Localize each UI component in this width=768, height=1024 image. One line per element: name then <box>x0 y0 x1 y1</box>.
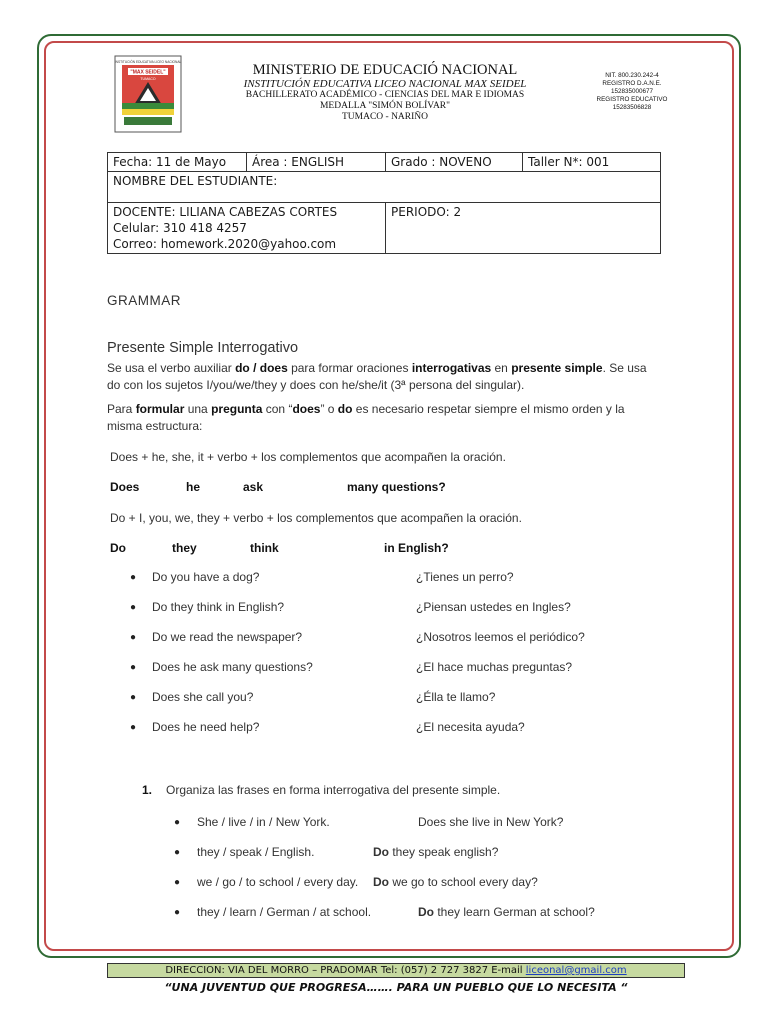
date-cell: Fecha: 11 de Mayo <box>108 153 247 172</box>
paragraph-1: Se usa el verbo auxiliar do / does para formar oraciones interrogativas en presente simple. Se usa do con los sujetos I/you/we/they y does con he/she/it (3ª persona del singular). <box>107 361 647 392</box>
nit: NIT. 800.230.242-4 <box>605 72 659 79</box>
exercise-answer: Does she live in New York? <box>418 815 564 829</box>
example-verb-word: think <box>250 541 279 555</box>
footer-email-link[interactable]: liceonal@gmail.com <box>525 965 627 976</box>
school-logo <box>114 55 182 133</box>
example-english: Do they think in English? <box>152 600 285 614</box>
dane-number: 152835000677 <box>610 88 654 95</box>
program-name: BACHILLERATO ACADÉMICO - CIENCIAS DEL MAR E IDIOMAS <box>245 90 525 100</box>
student-info-table <box>107 152 661 254</box>
exercise-number: 1. <box>142 783 153 797</box>
institution-name: INSTITUCIÓN EDUCATIVA LICEO NACIONAL MAX SEIDEL <box>243 78 527 90</box>
example-spanish: ¿Tienes un perro? <box>416 570 514 584</box>
grade-cell: Grado : NOVENO <box>386 153 523 172</box>
example-spanish: ¿El hace muchas preguntas? <box>416 660 573 674</box>
svg-text:TUMACO: TUMACO <box>140 77 156 81</box>
bullet-icon: ● <box>130 602 137 613</box>
example-english: Do we read the newspaper? <box>152 630 303 644</box>
footer-address: DIRECCION: VIA DEL MORRO – PRADOMAR Tel: (057) 2 727 3827 E-mail <box>165 965 526 976</box>
example-verb-word: ask <box>243 480 264 494</box>
edu-number: 15283506828 <box>612 104 652 111</box>
bullet-icon: ● <box>130 722 137 733</box>
medal-name: MEDALLA "SIMÓN BOLÍVAR" <box>319 101 451 111</box>
bullet-icon: ● <box>130 572 137 583</box>
bullet-icon: ● <box>130 662 137 673</box>
section-heading: GRAMMAR <box>107 293 181 308</box>
location: TUMACO - NARIÑO <box>341 112 429 122</box>
teacher-cell <box>108 203 386 254</box>
example-spanish: ¿Nosotros leemos el periódico? <box>416 630 585 644</box>
ministry-title: MINISTERIO DE EDUCACIÓ NACIONAL <box>252 62 518 78</box>
dane-label: REGISTRO D.A.N.E. <box>602 80 662 87</box>
rule-do: Do + I, you, we, they + verbo + los complementos que acompañen la oración. <box>110 511 522 525</box>
lesson-title: Presente Simple Interrogativo <box>107 340 299 356</box>
exercise-prompt: She / live / in / New York. <box>197 815 330 829</box>
example-complement: in English? <box>384 541 449 555</box>
exercise-instruction: Organiza las frases en forma interrogativa del presente simple. <box>166 783 501 797</box>
teacher-phone: Celular: 310 418 4257 <box>113 221 247 235</box>
example-do-word: Do <box>110 541 126 555</box>
exercise-prompt: they / learn / German / at school. <box>197 905 372 919</box>
exercise-prompt: they / speak / English. <box>197 845 315 859</box>
letterhead <box>200 63 570 123</box>
school-motto: “UNA JUVENTUD QUE PROGRESA……. PARA UN PUEBLO QUE LO NECESITA “ <box>164 981 628 994</box>
exercise-answer: Do they speak english? <box>373 845 499 859</box>
student-name-cell: NOMBRE DEL ESTUDIANTE: <box>108 172 661 203</box>
example-english: Does he need help? <box>152 720 260 734</box>
bullet-icon: ● <box>174 817 181 828</box>
example-english: Does he ask many questions? <box>152 660 313 674</box>
example-complement: many questions? <box>347 480 446 494</box>
rule-does: Does + he, she, it + verbo + los complementos que acompañen la oración. <box>110 450 506 464</box>
example-does-word: Does <box>110 480 140 494</box>
example-subject-word: he <box>186 480 201 494</box>
example-english: Do you have a dog? <box>152 570 260 584</box>
svg-text:"MAX SEIDEL": "MAX SEIDEL" <box>130 69 166 76</box>
exercise-prompt: we / go / to school / every day. <box>197 875 359 889</box>
svg-text:INSTITUCIÓN EDUCATIVA LICEO NA: INSTITUCIÓN EDUCATIVA LICEO NACIONAL <box>114 60 182 64</box>
example-subject-word: they <box>172 541 197 555</box>
bullet-icon: ● <box>174 847 181 858</box>
exercise-answer: Do they learn German at school? <box>418 905 595 919</box>
bullet-icon: ● <box>130 692 137 703</box>
teacher-email: Correo: homework.2020@yahoo.com <box>113 237 337 251</box>
bullet-icon: ● <box>174 907 181 918</box>
example-spanish: ¿El necesita ayuda? <box>416 720 525 734</box>
example-english: Does she call you? <box>152 690 254 704</box>
example-spanish: ¿Élla te llamo? <box>416 690 496 704</box>
edu-label: REGISTRO EDUCATIVO <box>596 96 668 103</box>
example-spanish: ¿Piensan ustedes en Ingles? <box>416 600 571 614</box>
period-cell: PERIODO: 2 <box>386 203 661 254</box>
footer-contact-bar <box>107 963 685 978</box>
exercise-answer: Do we go to school every day? <box>373 875 538 889</box>
teacher-name: DOCENTE: LILIANA CABEZAS CORTES <box>113 205 338 219</box>
area-cell: Área : ENGLISH <box>247 153 386 172</box>
paragraph-2: Para formular una pregunta con “does” o do es necesario respetar siempre el mismo orden y la misma estructura: <box>107 402 625 433</box>
taller-cell: Taller N*: 001 <box>523 153 661 172</box>
registry-info <box>580 72 684 112</box>
bullet-icon: ● <box>130 632 137 643</box>
bullet-icon: ● <box>174 877 181 888</box>
